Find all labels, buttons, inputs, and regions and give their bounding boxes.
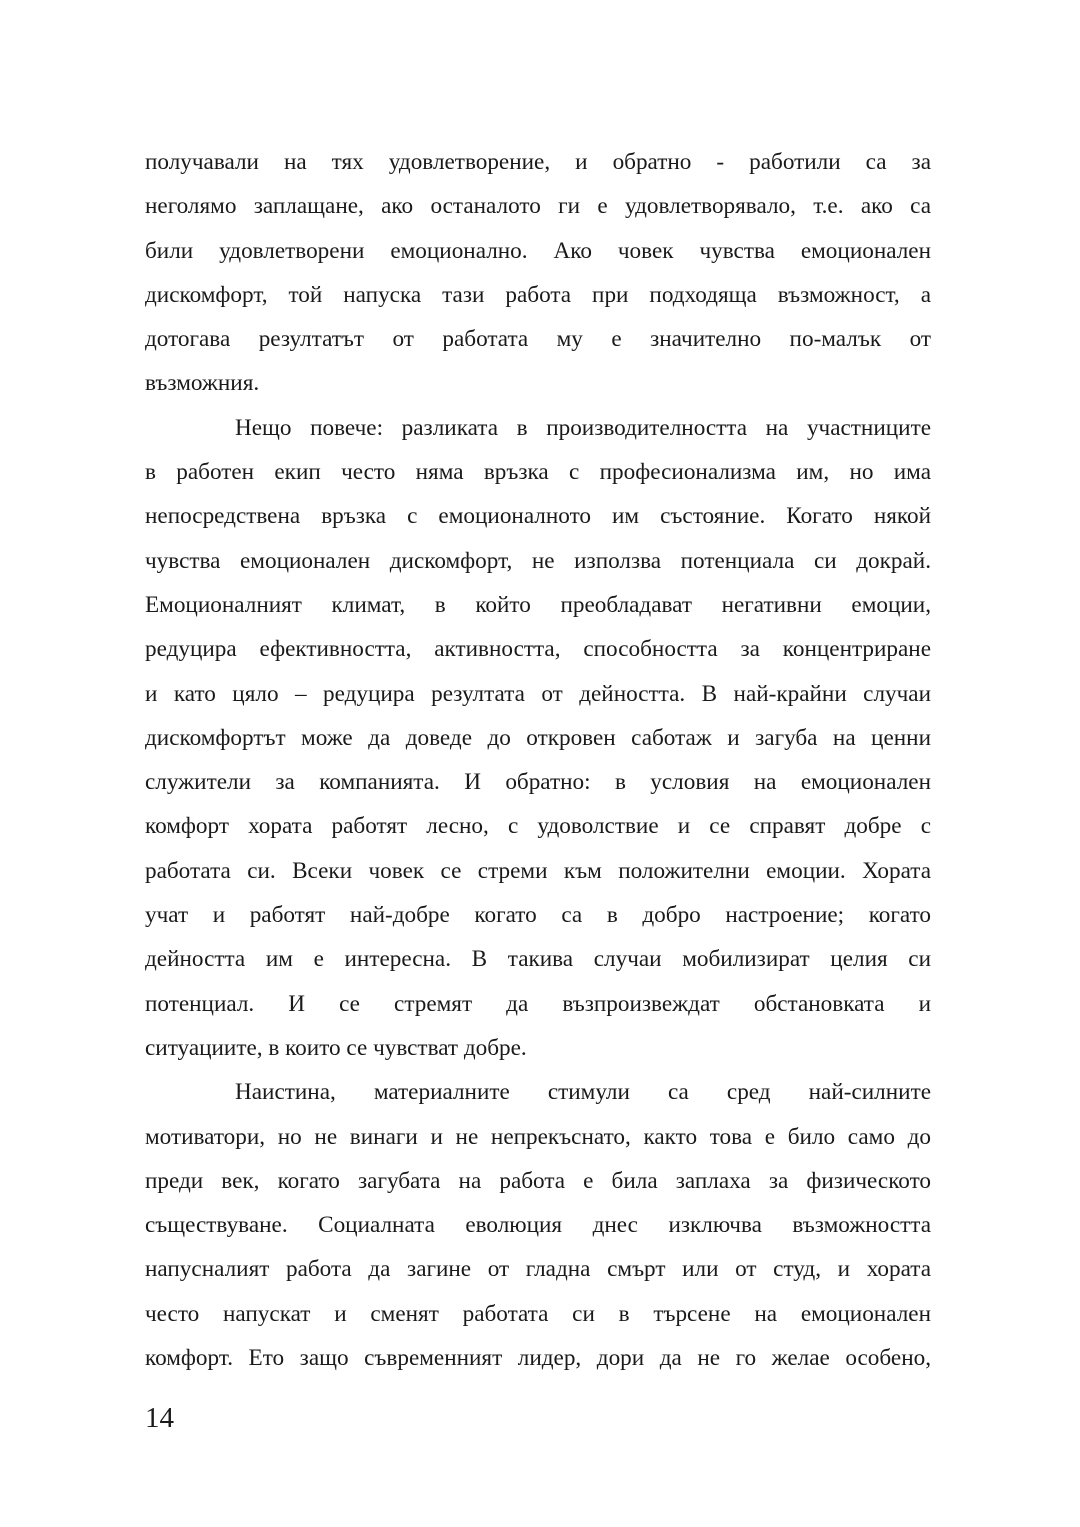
- paragraph-first-line: Наистина, материалните стимули са сред най-силните: [235, 1079, 931, 1106]
- text-line: в работен екип често няма връзка с професионализма им, но има: [145, 459, 931, 486]
- text-line: съществуване. Социалната еволюция днес изключва възможността: [145, 1212, 931, 1239]
- text-line: непосредствена връзка с емоционалното им състояние. Когато някой: [145, 503, 931, 530]
- text-line: напусналият работа да загине от гладна смърт или от студ, и хората: [145, 1256, 931, 1283]
- text-line: мотиватори, но не винаги и не непрекъснато, както това е било само до: [145, 1123, 931, 1150]
- text-line: комфорт. Ето защо съвременният лидер, дори да не го желае особено,: [145, 1345, 931, 1372]
- text-line: чувства емоционален дискомфорт, не използва потенциала си докрай.: [145, 547, 931, 574]
- text-line: често напускат и сменят работата си в търсене на емоционален: [145, 1300, 931, 1327]
- text-line: Емоционалният климат, в който преобладават негативни емоции,: [145, 591, 931, 618]
- text-line: дотогава резултатът от работата му е значително по-малък от: [145, 326, 931, 353]
- text-line: редуцира ефективността, активността, способността за концентриране: [145, 636, 931, 663]
- text-line: дискомфортът може да доведе до откровен саботаж и загуба на ценни: [145, 724, 931, 751]
- text-line: възможния.: [145, 370, 260, 397]
- text-line: служители за компанията. И обратно: в условия на емоционален: [145, 769, 931, 796]
- text-line: дискомфорт, той напуска тази работа при подходяща възможност, а: [145, 281, 931, 308]
- text-line: преди век, когато загубата на работа е била заплаха за физическото: [145, 1167, 931, 1194]
- text-line: ситуациите, в които се чувстват добре.: [145, 1034, 527, 1061]
- text-line: комфорт хората работят лесно, с удоволствие и се справят добре с: [145, 813, 931, 840]
- text-line: потенциал. И се стремят да възпроизвеждат обстановката и: [145, 990, 931, 1017]
- text-line: получавали на тях удовлетворение, и обратно - работили са за: [145, 149, 931, 175]
- text-line: работата си. Всеки човек се стреми към положителни емоции. Хората: [145, 857, 931, 884]
- text-line: неголямо заплащане, ако останалото ги е удовлетворявало, т.е. ако са: [145, 193, 931, 220]
- paragraph-first-line: Нещо повече: разликата в производителността на участниците: [235, 414, 931, 441]
- body-text: [145, 140, 931, 1380]
- text-line: били удовлетворени емоционално. Ако човек чувства емоционален: [145, 237, 931, 264]
- text-line: учат и работят най-добре когато са в добро настроение; когато: [145, 902, 931, 929]
- text-line: и като цяло – редуцира резултата от дейността. В най-крайни случаи: [145, 680, 931, 707]
- text-line: дейността им е интересна. В такива случаи мобилизират целия си: [145, 946, 931, 973]
- page-number: 14: [145, 1402, 174, 1434]
